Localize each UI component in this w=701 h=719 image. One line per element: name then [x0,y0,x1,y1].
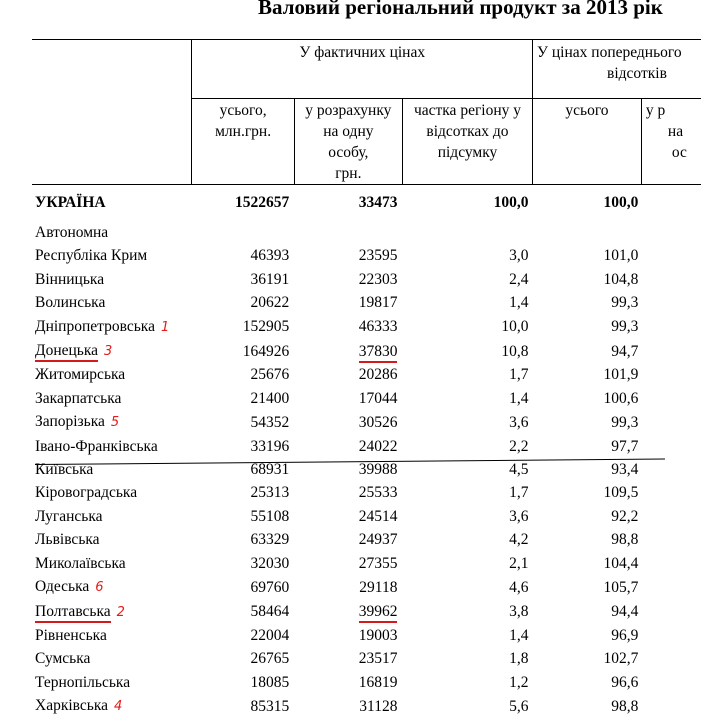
region-name: Запорізька [35,413,105,431]
region-prev-per-capita [641,315,701,339]
region-prev-per-capita [641,552,701,575]
region-prev-per-capita [641,387,701,410]
region-prev-total-cell [533,387,642,410]
region-name-cell [32,505,192,528]
region-per-capita: 24022 [358,437,398,455]
region-prev-total-cell [533,268,642,291]
region-total: 36191 [250,270,290,288]
region-name-cell [32,435,192,458]
region-share: 4,6 [509,578,529,596]
region-prev-per-capita [641,458,701,481]
ukraine-name: УКРАЇНА [35,194,106,211]
region-prev-total-cell [533,552,642,575]
header-col-prev-per-capita [641,99,701,185]
region-name-cell [32,694,192,718]
table-row [32,575,701,599]
region-prev-per-capita [641,528,701,551]
table-row [32,694,701,718]
region-total-cell [192,600,294,624]
table-row [32,268,701,291]
region-total: 54352 [250,413,290,431]
ukraine-total: 1522657 [235,194,290,211]
document-title: Валовий регіональний продукт за 2013 рік [258,0,663,19]
region-prev-total-cell [533,600,642,624]
region-prev-per-capita [641,671,701,694]
ukraine-per-capita: 33473 [358,194,398,211]
header-col-prev-total: усього [533,99,642,185]
region-prev-total: 93,4 [611,461,639,479]
region-share: 3,8 [509,603,529,620]
header-col-prev-per-capita-line3: ос [671,144,687,161]
header-col-total-line2: млн.грн. [215,123,272,140]
region-prev-total-cell [533,244,642,267]
rank-annotation: 4 [114,699,123,715]
region-name: Вінницька [35,270,105,288]
region-per-capita: 19817 [358,294,398,312]
region-name: Дніпропетровська [35,317,155,335]
region-total-cell [192,268,294,291]
region-share: 3,6 [509,507,529,525]
table-row [32,552,701,575]
region-per-capita: 39988 [358,461,398,479]
region-name: Львівська [35,531,100,549]
region-name: Полтавська [35,603,111,623]
region-share-cell [402,315,532,339]
header-col-total-line1: усього, [219,102,267,119]
region-share: 1,8 [509,650,529,668]
region-total-cell [192,435,294,458]
region-per-capita-cell [294,291,402,314]
region-per-capita: 25533 [358,484,398,502]
region-prev-total: 100,6 [603,389,639,407]
region-prev-total-cell [533,315,642,339]
region-name: Київська [35,461,94,479]
table-row [32,387,701,410]
region-name-cell [32,647,192,670]
region-per-capita-cell [294,339,402,363]
region-name-cell [32,339,192,363]
region-name: Республіка Крим [35,247,148,265]
region-total: 33196 [250,437,290,455]
region-total: 58464 [250,603,290,620]
table-row-ukraine [32,185,701,222]
region-prev-total: 105,7 [603,578,639,596]
table-row [32,339,701,363]
region-prev-total: 92,2 [611,507,639,525]
region-share-cell [402,600,532,624]
header-group-actual-prices: У фактичних цінах [192,40,533,99]
region-prev-per-capita [641,363,701,386]
region-share: 1,4 [509,626,529,644]
table-row [32,435,701,458]
region-prev-per-capita [641,481,701,504]
region-total: 18085 [250,673,290,691]
region-per-capita-cell [294,505,402,528]
region-prev-total: 104,4 [603,554,639,572]
region-prev-total: 99,3 [611,413,639,431]
table-row [32,528,701,551]
rank-annotation: 3 [104,344,113,360]
header-group-previous-line1: У цінах попереднього [537,44,682,61]
region-prev-per-capita [641,624,701,647]
region-total-cell [192,315,294,339]
table-row [32,291,701,314]
region-share: 10,8 [501,342,529,360]
region-share-cell [402,671,532,694]
table-row [32,647,701,670]
region-prev-per-capita [641,410,701,434]
region-per-capita: 29118 [359,578,398,596]
region-total-cell [192,481,294,504]
region-share: 1,4 [509,294,529,312]
region-prev-total: 99,3 [611,318,639,336]
region-name: Харківська [35,697,109,715]
region-prev-total-cell [533,694,642,718]
header-col-share-line2: відсотках до [426,123,509,140]
region-share: 2,1 [509,554,529,572]
region-total: 46393 [250,247,290,265]
region-prev-total: 98,8 [611,531,639,549]
region-name-cell [32,481,192,504]
region-prev-per-capita [641,339,701,363]
region-total: 25676 [250,366,290,384]
group-label: Автономна [35,224,109,241]
region-per-capita: 17044 [358,389,398,407]
region-share-cell [402,410,532,434]
region-per-capita-cell [294,671,402,694]
header-col-prev-per-capita-line2: на [667,123,684,140]
rank-annotation: 2 [116,604,125,620]
region-per-capita-cell [294,315,402,339]
region-prev-total: 96,6 [611,673,639,691]
header-region-blank [32,40,192,185]
region-prev-total: 104,8 [603,270,639,288]
region-share: 10,0 [501,318,529,336]
region-prev-per-capita [641,435,701,458]
region-total-cell [192,694,294,718]
table-row [32,505,701,528]
region-prev-total-cell [533,410,642,434]
region-total-cell [192,410,294,434]
table-row [32,363,701,386]
region-prev-total-cell [533,291,642,314]
region-share-cell [402,268,532,291]
region-share: 1,2 [509,673,529,691]
region-name: Луганська [35,507,103,525]
region-prev-total: 99,3 [611,294,639,312]
region-per-capita: 31128 [359,697,398,715]
region-per-capita-cell [294,410,402,434]
region-name: Житомирська [35,366,126,384]
region-total: 68931 [250,461,290,479]
region-prev-per-capita [641,291,701,314]
region-prev-per-capita [641,575,701,599]
region-name: Рівненська [35,626,107,644]
region-per-capita-cell [294,528,402,551]
region-total-cell [192,552,294,575]
region-total-cell [192,339,294,363]
region-total: 32030 [250,554,290,572]
region-prev-total-cell [533,647,642,670]
region-prev-per-capita [641,268,701,291]
region-share-cell [402,339,532,363]
header-col-total [192,99,294,185]
table-row [32,481,701,504]
region-total-cell [192,575,294,599]
region-total-cell [192,647,294,670]
region-total: 85315 [250,697,290,715]
region-per-capita-cell [294,624,402,647]
region-share-cell [402,481,532,504]
header-group-previous-line2: відсотків [607,65,667,82]
region-total: 25313 [250,484,290,502]
region-share-cell [402,624,532,647]
region-name-cell [32,600,192,624]
region-prev-per-capita [641,694,701,718]
region-share: 4,5 [509,461,529,479]
region-share: 1,7 [509,366,529,384]
region-share-cell [402,505,532,528]
region-per-capita: 22303 [358,270,398,288]
region-total-cell [192,291,294,314]
region-share-cell [402,387,532,410]
table-row [32,671,701,694]
region-share: 1,7 [509,484,529,502]
region-total: 20622 [250,294,290,312]
region-per-capita: 24514 [358,507,398,525]
region-name-cell [32,363,192,386]
region-per-capita-cell [294,363,402,386]
region-per-capita: 19003 [358,626,398,644]
region-prev-total-cell [533,339,642,363]
region-name: Одеська [35,578,90,596]
region-per-capita-cell [294,244,402,267]
table-row [32,315,701,339]
region-per-capita: 23595 [358,247,398,265]
region-share: 3,0 [509,247,529,265]
header-col-per-capita-line4: грн. [335,165,362,182]
region-per-capita: 39962 [359,603,398,623]
table-row-group-label [32,221,701,244]
region-prev-total: 101,0 [603,247,639,265]
region-per-capita: 20286 [358,366,398,384]
region-total-cell [192,387,294,410]
header-col-per-capita-line3: особу, [328,144,369,161]
region-per-capita-cell [294,481,402,504]
region-share: 3,6 [509,413,529,431]
region-per-capita-cell [294,647,402,670]
region-name: Миколаївська [35,554,126,572]
region-name-cell [32,552,192,575]
region-prev-total-cell [533,481,642,504]
region-share-cell [402,552,532,575]
region-prev-total: 94,7 [611,342,639,360]
region-name-cell [32,671,192,694]
region-share-cell [402,528,532,551]
region-total-cell [192,505,294,528]
table-row [32,624,701,647]
region-total: 63329 [250,531,290,549]
header-col-share-line3: підсумку [437,144,498,161]
region-share-cell [402,575,532,599]
region-name-cell [32,624,192,647]
region-prev-per-capita [641,505,701,528]
region-prev-total-cell [533,624,642,647]
table-row [32,600,701,624]
region-prev-total: 97,7 [611,437,639,455]
header-col-per-capita-line2: на одну [323,123,374,140]
gdp-table [32,39,701,719]
rank-annotation: 6 [95,580,104,596]
region-prev-total: 102,7 [603,650,639,668]
region-name: Закарпатська [35,389,122,407]
region-name-cell [32,387,192,410]
region-prev-total-cell [533,363,642,386]
ukraine-share: 100,0 [493,194,529,211]
rank-annotation: 1 [160,319,170,335]
region-prev-total-cell [533,435,642,458]
region-name: Сумська [35,650,91,668]
ukraine-prev-total: 100,0 [603,194,639,211]
region-prev-total: 96,9 [611,626,639,644]
region-total: 69760 [250,578,290,596]
region-per-capita-cell [294,268,402,291]
region-prev-total: 94,4 [611,603,639,620]
region-total-cell [192,671,294,694]
region-name-cell [32,458,192,481]
region-share: 5,6 [509,697,529,715]
region-prev-total-cell [533,528,642,551]
region-prev-total: 98,8 [611,697,639,715]
region-name: Донецька [35,342,98,362]
header-group-previous-prices [533,40,701,99]
region-total: 55108 [250,507,290,525]
header-col-per-capita [294,99,402,185]
region-per-capita-cell [294,600,402,624]
region-name: Кіровоградська [35,484,138,502]
region-total-cell [192,363,294,386]
region-prev-total: 101,9 [603,366,639,384]
region-per-capita-cell [294,552,402,575]
region-share-cell [402,244,532,267]
header-col-prev-per-capita-line1: у р [645,102,666,119]
header-col-per-capita-line1: у розрахунку [305,102,392,119]
region-prev-total-cell [533,458,642,481]
region-total: 164926 [242,342,290,360]
region-per-capita-cell [294,694,402,718]
region-per-capita: 24937 [358,531,398,549]
region-total: 152905 [242,318,290,336]
region-per-capita: 27355 [358,554,398,572]
region-per-capita: 46333 [358,318,398,336]
table-row [32,244,701,267]
region-total-cell [192,528,294,551]
header-col-share-line1: частка регіону у [413,102,522,119]
region-name: Волинська [35,294,106,312]
region-prev-total: 109,5 [603,484,639,502]
region-prev-per-capita [641,647,701,670]
region-share: 1,4 [509,389,529,407]
region-prev-total-cell [533,505,642,528]
region-total: 22004 [250,626,290,644]
header-col-share [402,99,532,185]
region-prev-total-cell [533,671,642,694]
ukraine-prev-per-capita [641,185,701,222]
region-total-cell [192,244,294,267]
region-name-cell [32,244,192,267]
region-name-cell [32,291,192,314]
region-name: Тернопільська [35,673,131,691]
region-per-capita: 23517 [358,650,398,668]
region-name: Івано-Франківська [35,437,158,455]
region-per-capita-cell [294,387,402,410]
region-share-cell [402,363,532,386]
region-name-cell [32,315,192,339]
region-per-capita: 37830 [359,343,398,363]
rank-annotation: 5 [110,415,120,431]
region-share: 2,4 [509,270,529,288]
region-name-cell [32,528,192,551]
region-per-capita: 30526 [358,413,398,431]
table-row [32,410,701,434]
region-prev-per-capita [641,244,701,267]
region-name-cell [32,410,192,434]
region-share-cell [402,694,532,718]
region-total-cell [192,624,294,647]
region-name-cell [32,268,192,291]
region-name-cell [32,575,192,599]
region-share-cell [402,647,532,670]
region-share-cell [402,435,532,458]
region-per-capita-cell [294,435,402,458]
region-share-cell [402,291,532,314]
region-per-capita: 16819 [358,673,398,691]
region-total: 21400 [250,389,290,407]
region-per-capita-cell [294,575,402,599]
region-share: 2,2 [509,437,529,455]
region-prev-total-cell [533,575,642,599]
region-share: 4,2 [509,531,529,549]
region-total: 26765 [250,650,290,668]
region-prev-per-capita [641,600,701,624]
